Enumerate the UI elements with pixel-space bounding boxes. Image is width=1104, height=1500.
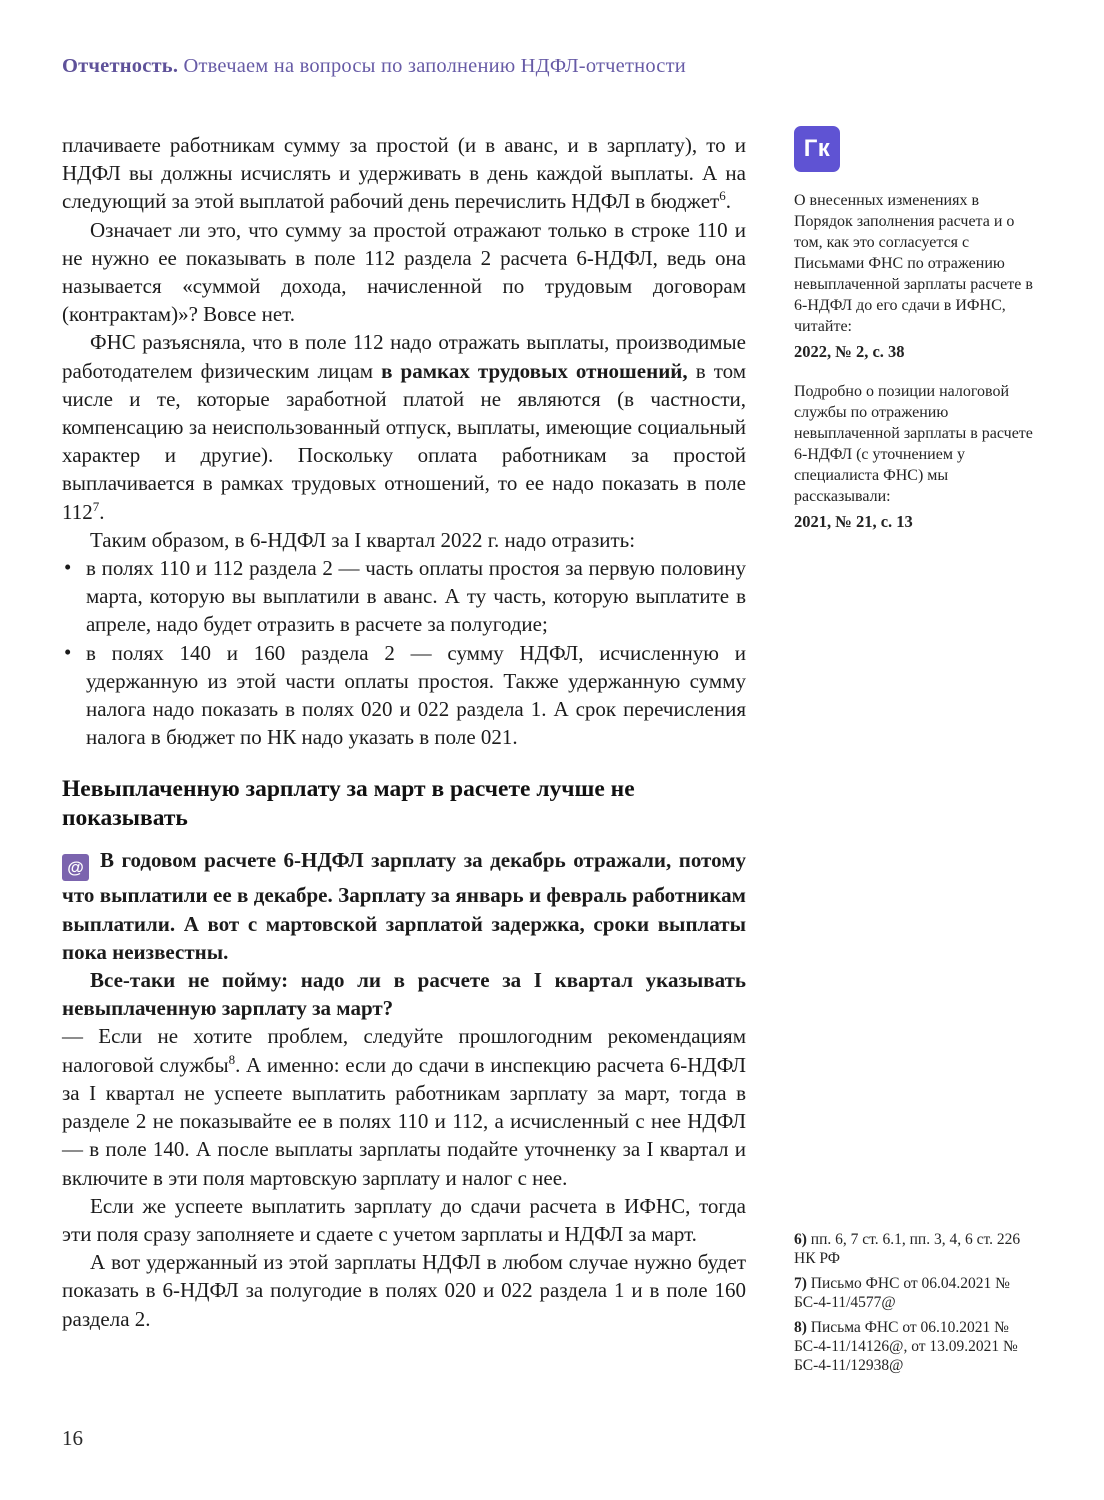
paragraph-text: — Если не хотите проблем, следуйте прошлогодним рекомендациям налоговой службы xyxy=(62,1024,746,1077)
answer-paragraph-3: А вот удержанный из этой зарплаты НДФЛ в любом случае нужно будет показать в 6-НДФЛ за полугодие в полях 020 и 022 раздела 1 и в поле 160 раздела 2. xyxy=(62,1250,746,1331)
at-sign-icon: @ xyxy=(62,854,89,881)
sidebar-note-1 xyxy=(794,190,1036,362)
page-number: 16 xyxy=(62,1426,83,1450)
list-item-text: в полях 110 и 112 раздела 2 — часть оплаты простоя за первую половину марта, которую вы выплатили в аванс. А ту часть, которую выплатите в апреле, надо будет отразить в расчете за полугодие; xyxy=(86,556,746,637)
paragraph-thus: Таким образом, в 6-НДФЛ за I квартал 2022 г. надо отразить: xyxy=(90,527,636,552)
bullet-icon: • xyxy=(64,639,72,664)
paragraph-continuation xyxy=(62,131,746,216)
running-head xyxy=(62,55,962,78)
footnote-number: 7) xyxy=(794,1275,807,1292)
sidebar-note-2 xyxy=(794,381,1036,532)
footnote-text: Письмо ФНС от 06.04.2021 № БС-4-11/4577@ xyxy=(794,1275,1010,1311)
footnote-8 xyxy=(794,1318,1032,1375)
paragraph-question: Означает ли это, что сумму за простой отражают только в строке 110 и не нужно ее показывать в поле 112 раздела 2 расчета 6-НДФЛ, ведь она называется «суммой дохода, начисленной по трудовым договорам (контрактам)»? Вовсе нет. xyxy=(62,217,746,327)
paragraph-text: . xyxy=(99,499,105,524)
paragraph-text: ФНС разъясняла, что в поле 112 надо отражать выплаты, производимые работодателем физическим лицам xyxy=(62,330,746,383)
paragraph-fns-explains xyxy=(62,328,746,525)
sidebar-note-reference: 2022, № 2, с. 38 xyxy=(794,342,905,361)
article-body xyxy=(62,131,746,1333)
sidebar-note-text: Подробно о позиции налоговой службы по отражению невыплаченной зарплаты в расчете 6-НДФЛ (с уточнением у специалиста ФНС) мы рассказывали: xyxy=(794,383,1033,505)
bold-inline: в рамках трудовых отношений, xyxy=(381,358,688,383)
footnote-number: 6) xyxy=(794,1231,807,1248)
sidebar-note-reference: 2021, № 21, с. 13 xyxy=(794,512,913,531)
footnote-number: 8) xyxy=(794,1319,807,1336)
running-head-section: Отчетность. xyxy=(62,55,179,77)
paragraph-text: в том числе и те, которые заработной платой не являются (в частности, компенсацию за неиспользованный отпуск, выплаты, имеющие социальный характер и другие). Поскольку оплата работникам за простой выплачивается в рамках трудовых отношений, то ее надо показать в поле 112 xyxy=(62,358,746,524)
footnote-6 xyxy=(794,1230,1032,1268)
answer-paragraph-2: Если же успеете выплатить зарплату до сдачи расчета в ИФНС, тогда эти поля сразу заполняете и сдаете с учетом зарплаты и НДФЛ за март. xyxy=(62,1193,746,1246)
section-heading: Невыплаченную зарплату за март в расчете лучше не показывать xyxy=(62,776,635,832)
bullet-icon: • xyxy=(64,555,72,580)
sidebar xyxy=(794,126,1036,532)
list-item xyxy=(62,639,746,752)
paragraph-text: . xyxy=(725,189,731,214)
list-item-text: в полях 140 и 160 раздела 2 — сумму НДФЛ, исчисленную и удержанную из этой части оплаты простоя. Также удержанную сумму налога надо показать в полях 020 и 022 раздела 1. А срок перечисления налога в бюджет по НК надо указать в поле 021. xyxy=(86,640,746,750)
footnote-text: пп. 6, 7 ст. 6.1, пп. 3, 4, 6 ст. 226 НК РФ xyxy=(794,1231,1021,1267)
reader-question-2: Все-таки не пойму: надо ли в расчете за I квартал указывать невыплаченную зарплату за март? xyxy=(62,968,746,1021)
footnote-text: Письма ФНС от 06.10.2021 № БС-4-11/14126@, от 13.09.2021 № БС-4-11/12938@ xyxy=(794,1319,1018,1374)
bullet-list xyxy=(62,554,746,751)
footnote-ref-6: 6 xyxy=(719,188,726,204)
footnote-ref-7: 7 xyxy=(92,498,100,514)
list-item xyxy=(62,554,746,639)
running-head-subtitle: Отвечаем на вопросы по заполнению НДФЛ-отчетности xyxy=(178,55,686,77)
reader-question-1 xyxy=(62,846,746,966)
footnote-ref-8: 8 xyxy=(228,1051,236,1067)
answer-paragraph-1 xyxy=(62,1022,746,1191)
paragraph-text: плачиваете работникам сумму за простой (и в аванс, и в зарплату), то и НДФЛ вы должны исчислять и удерживать в день каждой выплаты. А на следующий за этой выплатой рабочий день перечислить НДФЛ в бюджет xyxy=(62,133,746,214)
paragraph-text: . А именно: если до сдачи в инспекцию расчета 6-НДФЛ за I квартал не успеете выплатить работникам зарплату за март, тогда в разделе 2 не показывайте ее в полях 110 и 112, а исчисленный с нее НДФЛ — в поле 140. А после выплаты зарплаты подайте уточненку за I квартал и включите в эти поля мартовскую зарплату и налог с нее. xyxy=(62,1052,746,1190)
footnote-7 xyxy=(794,1274,1032,1312)
sidebar-note-text: О внесенных изменениях в Порядок заполнения расчета и о том, как это согласуется с Письмами ФНС по отражению невыплаченной зарплаты расчете в 6-НДФЛ до его сдачи в ИФНС, читайте: xyxy=(794,192,1033,335)
footnotes-block xyxy=(794,1230,1032,1381)
paragraph-text: В годовом расчете 6-НДФЛ зарплату за декабрь отражали, потому что выплатили ее в декабре. Зарплату за январь и февраль работникам выплатили. А вот с мартовской зарплатой задержка, сроки выплаты пока неизвестны. xyxy=(62,848,746,964)
glavkniga-logo-icon: Гк xyxy=(794,126,840,172)
